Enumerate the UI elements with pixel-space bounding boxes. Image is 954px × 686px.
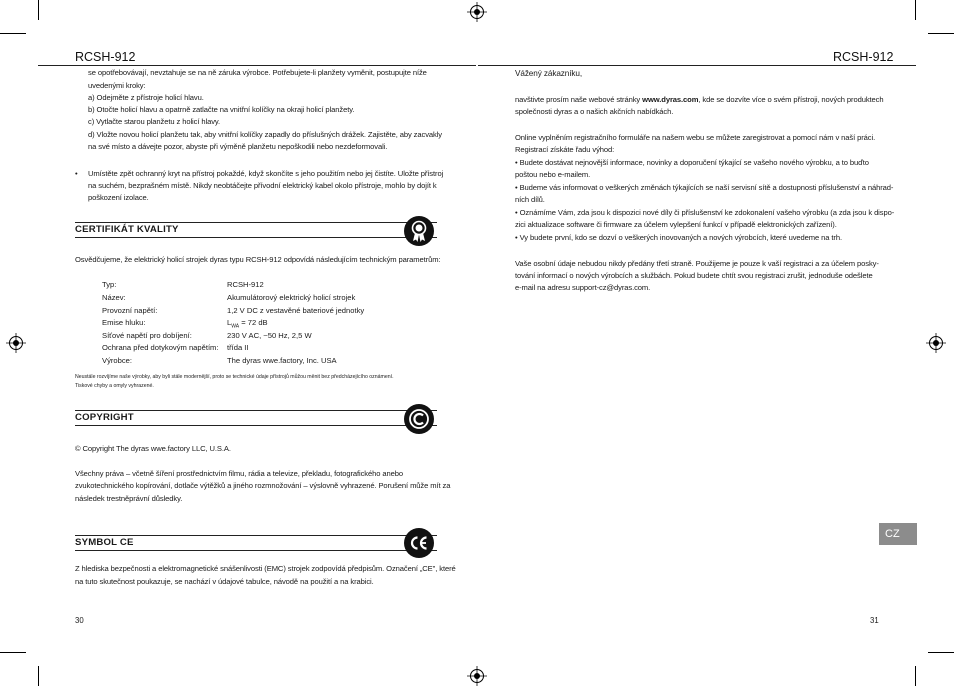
crop-mark <box>928 33 954 34</box>
spec-value: $L_{WA} = 72$ dB <box>227 318 268 330</box>
section-title-copyright: COPYRIGHT <box>75 412 134 423</box>
section-rule <box>75 425 437 426</box>
crop-mark <box>928 652 954 653</box>
section-title-ce: SYMBOL CE <box>75 537 134 548</box>
page-number: 30 <box>75 616 84 625</box>
crop-mark <box>915 0 916 20</box>
spec-value: třída II <box>227 343 249 352</box>
spec-label: Výrobce: <box>102 356 132 365</box>
spec-value: RCSH-912 <box>227 280 264 289</box>
crop-mark <box>0 652 26 653</box>
crop-mark <box>38 666 39 686</box>
spec-value: Akumulátorový elektrický holicí strojek <box>227 293 356 302</box>
header-rule <box>478 65 916 66</box>
copyright-line: © Copyright The dyras wwe.factory LLC, U.S.A. <box>75 444 231 453</box>
crop-target-icon <box>467 2 487 22</box>
page-model-title: RCSH-912 <box>833 50 894 64</box>
language-tab: CZ <box>879 523 917 545</box>
spec-label: Emise hluku: <box>102 318 146 327</box>
section-rule <box>75 222 437 223</box>
greeting: Vážený zákazníku, <box>515 69 583 78</box>
spec-value: 1,2 V DC z vestavěné bateriové jednotky <box>227 306 365 315</box>
crop-mark <box>0 33 26 34</box>
certificate-intro: Osvědčujeme, že elektrický holicí strojek dyras typu RCSH-912 odpovídá následujícím technickým parametrům: <box>75 255 441 264</box>
copyright-icon <box>404 404 434 434</box>
page-model-title: RCSH-912 <box>75 50 136 64</box>
ribbon-seal-icon <box>404 216 434 246</box>
header-rule <box>38 65 476 66</box>
ce-mark-icon <box>404 528 434 558</box>
crop-target-icon <box>926 333 946 353</box>
section-rule <box>75 535 437 536</box>
crop-target-icon <box>467 666 487 686</box>
section-rule <box>75 550 437 551</box>
spec-label: Název: <box>102 293 126 302</box>
spec-label: Síťové napětí pro dobíjení: <box>102 331 192 340</box>
section-title-certificate: CERTIFIKÁT KVALITY <box>75 224 179 235</box>
spec-label: Typ: <box>102 280 117 289</box>
spec-label: Ochrana před dotykovým napětím: <box>102 343 219 352</box>
spec-value: 230 V AC, ~50 Hz, 2,5 W <box>227 331 312 340</box>
crop-target-icon <box>6 333 26 353</box>
crop-mark <box>915 666 916 686</box>
section-rule <box>75 237 437 238</box>
spec-value: The dyras wwe.factory, Inc. USA <box>227 356 337 365</box>
spec-label: Provozní napětí: <box>102 306 158 315</box>
section-rule <box>75 410 437 411</box>
crop-mark <box>38 0 39 20</box>
page-number: 31 <box>870 616 879 625</box>
